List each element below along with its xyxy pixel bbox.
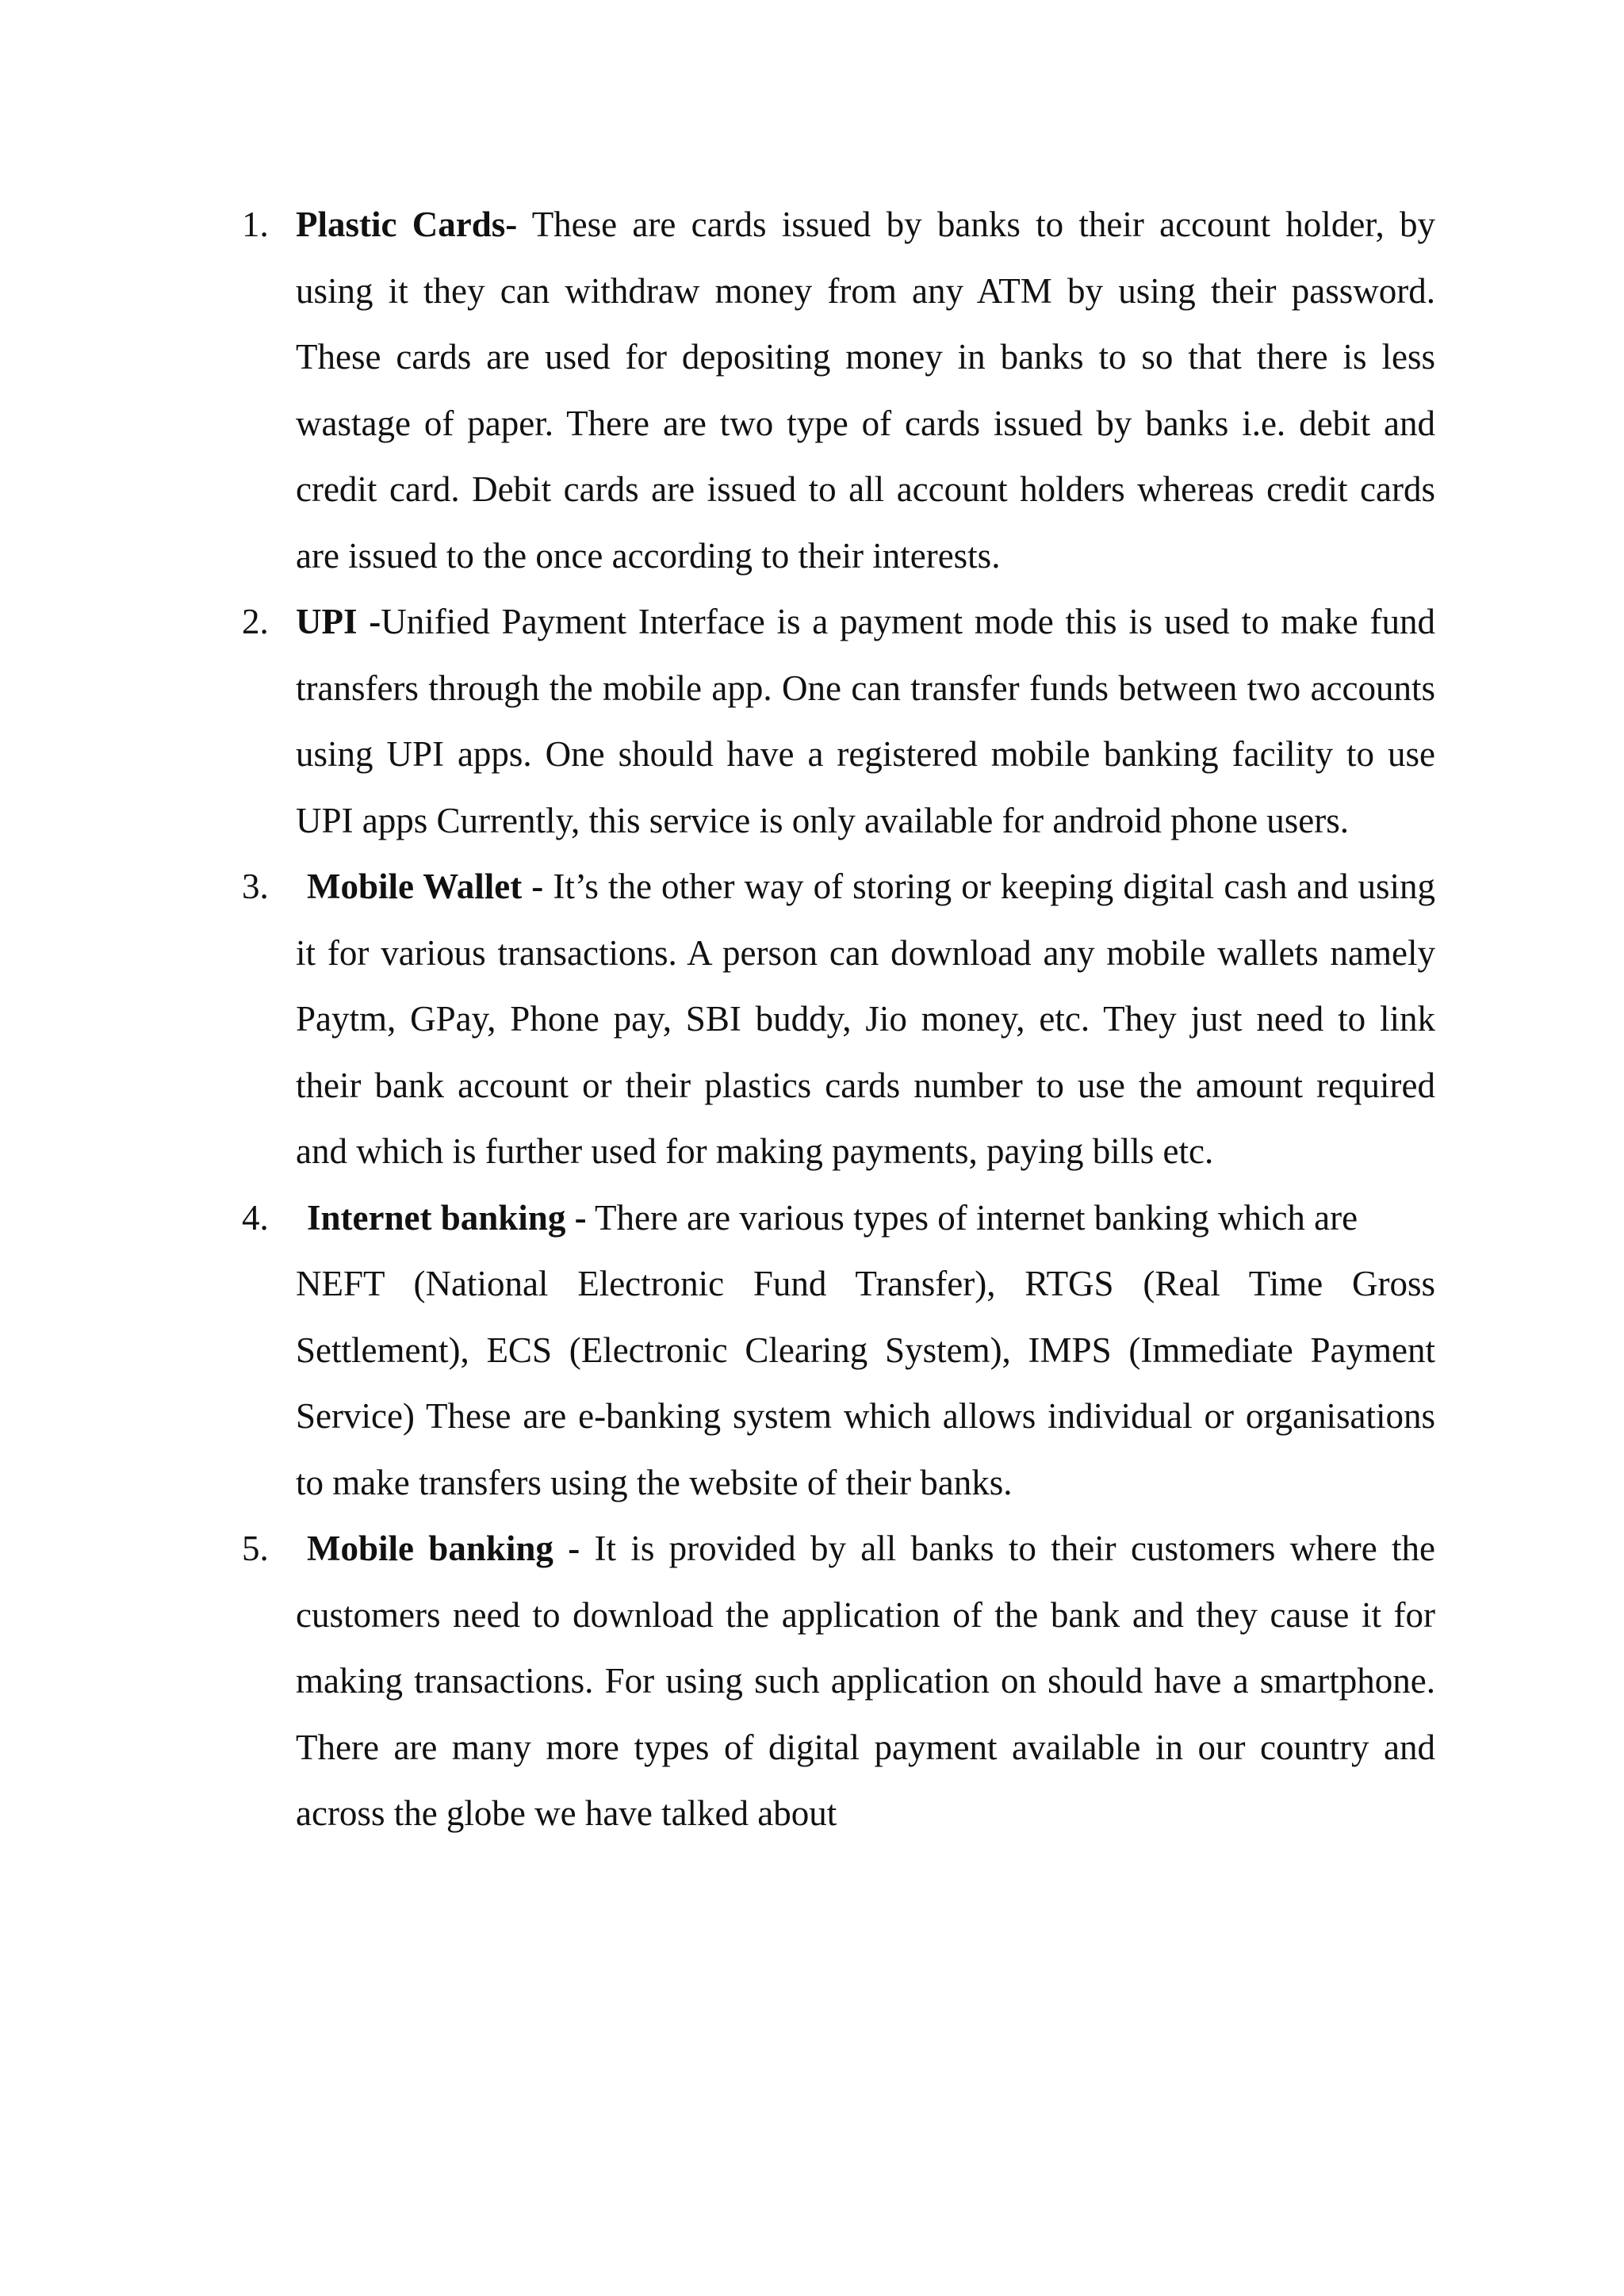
list-number: 1. — [242, 205, 269, 244]
list-item-internet-banking — [242, 1185, 1435, 1517]
list-number: 2. — [242, 602, 269, 641]
item-title: UPI - — [296, 602, 381, 641]
item-text: It’s the other way of storing or keeping digital cash and using it for various transactions. A person can download any mobile wallets namely Paytm, GPay, Phone pay, SBI buddy, Jio money, etc. They just need to link their bank account or their plastics cards number to use the amount required and which is further used for making payments, paying bills etc. — [296, 867, 1435, 1171]
item-text: Unified Payment Interface is a payment mode this is used to make fund transfers through the mobile app. One can transfer funds between two accounts using UPI apps. One should have a registered mobile banking facility to use UPI apps Currently, this service is only available for android phone users. — [296, 602, 1435, 840]
item-text: It is provided by all banks to their customers where the customers need to download the application of the bank and they cause it for making transactions. For using such application on should have a smartphone. There are many more types of digital payment available in our country and across the globe we have talked about — [296, 1529, 1435, 1833]
list-item-mobile-banking — [242, 1516, 1435, 1847]
item-title: Mobile Wallet - — [307, 867, 544, 906]
list-item-mobile-wallet — [242, 854, 1435, 1185]
item-text: These are cards issued by banks to their account holder, by using it they can withdraw money from any ATM by using their password. These cards are used for depositing money in banks to so that there is less wastage of paper. There are two type of cards issued by banks i.e. debit and credit card. Debit cards are issued to all account holders whereas credit cards are issued to the once according to their interests. — [296, 205, 1435, 576]
item-text: There are various types of internet banking which are — [586, 1197, 1358, 1238]
list-number: 4. — [242, 1197, 269, 1238]
item-text-continued: NEFT (National Electronic Fund Transfer), RTGS (Real Time Gross Settlement), ECS (Electronic Clearing System), IMPS (Immediate Payment Service) These are e-banking system which allows individual or organisations to make transfers using the website of their banks. — [296, 1264, 1435, 1502]
list-item-upi — [242, 589, 1435, 854]
item-title: Internet banking - — [307, 1197, 587, 1238]
list-number: 5. — [242, 1529, 269, 1568]
list-item-plastic-cards — [242, 192, 1435, 589]
item-title: Mobile banking - — [307, 1529, 580, 1568]
item-title: Plastic Cards- — [296, 205, 518, 244]
digital-payment-list — [242, 192, 1435, 1847]
list-number: 3. — [242, 867, 269, 906]
